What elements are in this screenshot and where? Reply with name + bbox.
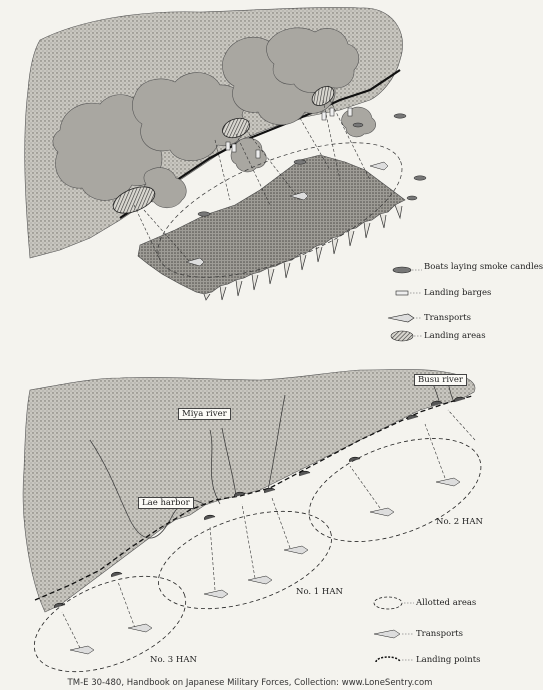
miya-river-label: Miya river: [178, 408, 231, 420]
top-legend-leaders: [410, 270, 422, 336]
legend-landing-points-label: Landing points: [416, 655, 481, 665]
han2-label: No. 2 HAN: [436, 517, 483, 527]
legend-transports-label: Transports: [424, 313, 472, 323]
source-caption: TM-E 30-480, Handbook on Japanese Military Forces, Collection: www.LoneSentry.com: [67, 678, 433, 688]
han3-label: No. 3 HAN: [150, 655, 197, 665]
top-legend-symbols: [388, 267, 414, 341]
legend-smoke-boat-icon: [393, 267, 411, 273]
legend-transport-icon: [374, 630, 400, 638]
busu-river-label: Busu river: [414, 374, 467, 386]
bottom-legend-symbols: [374, 597, 402, 662]
legend-bottom-transports-label: Transports: [416, 629, 464, 639]
bottom-legend-leaders: [402, 603, 414, 660]
lae-harbor-label: Lae harbor: [138, 497, 194, 509]
legend-barge-icon: [396, 291, 408, 295]
legend-transport-icon: [388, 314, 414, 322]
legend-barges-label: Landing barges: [424, 288, 492, 298]
legend-landing-areas-label: Landing areas: [424, 331, 486, 341]
legend-landing-point-icon: [376, 657, 400, 662]
legend-allotted-label: Allotted areas: [416, 598, 477, 608]
bottom-landmass: [23, 370, 475, 613]
legend-smoke-label: Boats laying smoke candles: [424, 262, 543, 272]
legend-landing-area-icon: [391, 331, 413, 341]
legend-allotted-icon: [374, 597, 402, 609]
han1-label: No. 1 HAN: [296, 587, 343, 597]
